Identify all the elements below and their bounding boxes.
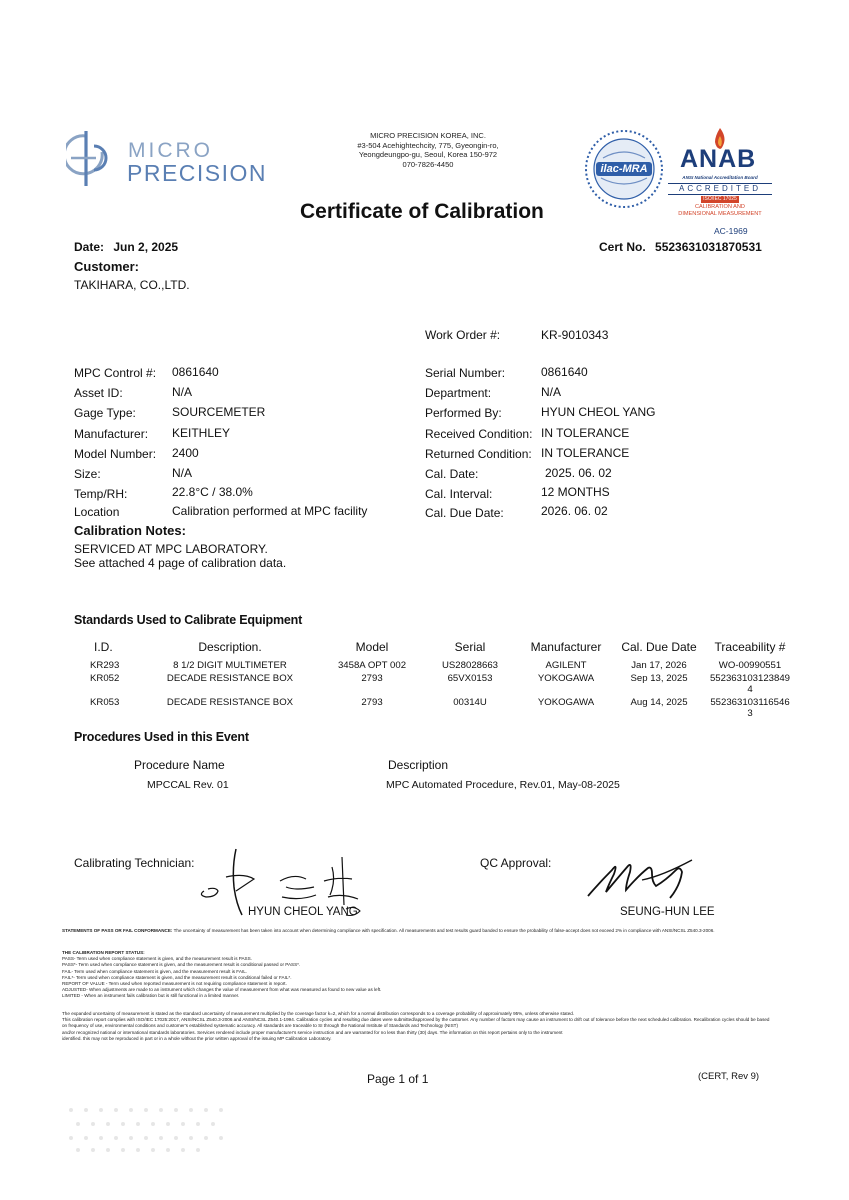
field-label-department: Department: xyxy=(425,386,492,400)
scope-line2: DIMENSIONAL MEASUREMENT xyxy=(678,211,762,217)
company-address xyxy=(318,131,538,169)
conformance-statement xyxy=(62,928,770,934)
col-header-description: Description. xyxy=(198,640,262,654)
cell-id: KR052 xyxy=(90,673,120,684)
report-status-block xyxy=(62,950,770,1000)
col-header-cal-due-date: Cal. Due Date xyxy=(621,640,697,654)
col-header-model: Model xyxy=(355,640,389,654)
standards-header-row xyxy=(74,640,796,660)
traceability-line2: 3 xyxy=(747,708,753,719)
company-logo xyxy=(66,128,266,190)
qc-approval-label: QC Approval: xyxy=(480,856,552,870)
table-row xyxy=(74,673,796,697)
notes-line1: SERVICED AT MPC LABORATORY. xyxy=(74,542,268,556)
accredited-bar: ACCREDITED xyxy=(668,183,772,195)
certificate-title: Certificate of Calibration xyxy=(300,200,544,223)
status-line-pass: PASS- Term used when compliance statement is given, and the measurement result is PASS. xyxy=(62,956,252,962)
cell-model: 2793 xyxy=(361,673,383,684)
cert-label: Cert No. xyxy=(599,240,646,254)
status-line-pass-conditional: PASS*- Term used when compliance statement is given, and the measurement result is conditional passed or PASS*. xyxy=(62,962,301,968)
customer-label: Customer: xyxy=(74,259,140,274)
status-line-adjusted: ADJUSTED- When adjustments are made to an instrument which changes the value of measurement from what was measured as found to new value as left. xyxy=(62,987,382,993)
field-label-gage-type: Gage Type: xyxy=(74,406,136,420)
status-line-limited: LIMITED - When an instrument fails calibration but is still functional in a limited manner. xyxy=(62,993,240,999)
cell-id: KR293 xyxy=(90,660,120,671)
ilac-text: ilac-MRA xyxy=(600,163,648,175)
cell-model: 2793 xyxy=(361,697,383,708)
uncertainty-line3: and/or recognized national or international standards laboratories. Services rendered include proper manufacturer's service instruction and are warranted for no less than thirty (30) days. The information on this report pertains only to the instrument xyxy=(62,1029,563,1035)
date-value: Jun 2, 2025 xyxy=(113,240,179,254)
col-header-serial: Serial xyxy=(454,640,486,654)
cell-serial: 00314U xyxy=(453,697,487,708)
field-value-department: N/A xyxy=(541,385,562,399)
procedures-heading: Procedures Used in this Event xyxy=(74,730,249,744)
address-line1: #3-504 Acehightechcity, 775, Gyeongin-ro, xyxy=(357,140,499,150)
field-label-received-condition: Received Condition: xyxy=(425,427,533,441)
traceability-line2: 4 xyxy=(747,684,753,695)
qc-name: SEUNG-HUN LEE xyxy=(620,906,715,918)
field-value-location: Calibration performed at MPC facility xyxy=(172,504,368,518)
field-value-mpc-control: 0861640 xyxy=(172,365,219,379)
field-label-location: Location xyxy=(74,505,120,519)
uncertainty-statement xyxy=(62,1011,770,1042)
field-value-cal-interval: 12 MONTHS xyxy=(541,485,610,499)
traceability-line1: 552363103123849 xyxy=(709,673,791,684)
watermark-pattern-icon xyxy=(66,1104,236,1154)
field-label-mpc-control: MPC Control #: xyxy=(74,366,157,380)
cell-description: 8 1/2 DIGIT MULTIMETER xyxy=(173,660,287,671)
cell-manufacturer: AGILENT xyxy=(545,660,587,671)
standards-heading: Standards Used to Calibrate Equipment xyxy=(74,613,303,627)
anab-logo-text: ANAB xyxy=(680,145,757,173)
cell-manufacturer: YOKOGAWA xyxy=(537,697,595,708)
uncertainty-line1: The expanded uncertainty of measurement is stated as the standard uncertainty of measurement multiplied by the coverage factor k=2, which for a normal distribution corresponds to a coverage probability of approximately 95%, unless otherwise stated. xyxy=(62,1011,575,1016)
field-value-model-number: 2400 xyxy=(172,446,199,460)
field-label-performed-by: Performed By: xyxy=(425,406,502,420)
field-value-size: N/A xyxy=(172,466,193,480)
iso-standard-badge: ISO/IEC 17025 xyxy=(701,196,739,203)
col-header-id: I.D. xyxy=(94,640,113,654)
field-value-gage-type: SOURCEMETER xyxy=(172,405,266,419)
cell-description: DECADE RESISTANCE BOX xyxy=(166,673,294,684)
cell-traceability xyxy=(704,697,796,721)
notes-label: Calibration Notes: xyxy=(74,523,186,538)
company-name: MICRO PRECISION KOREA, INC. xyxy=(370,131,486,140)
technician-label: Calibrating Technician: xyxy=(74,856,195,870)
status-line-fail: FAIL- Term used when compliance statement is given, and the measurement result is FAIL. xyxy=(62,968,248,974)
field-value-cal-date: 2025. 06. 02 xyxy=(545,466,612,480)
cell-description: DECADE RESISTANCE BOX xyxy=(166,697,294,708)
cell-cal-due-date: Aug 14, 2025 xyxy=(630,697,688,708)
field-value-temp-rh: 22.8°C / 38.0% xyxy=(172,485,253,499)
uncertainty-line2: This calibration report complies with ISO/IEC 17025:2017, ANSI/NCSL Z540.3-2006 and ANSI/NCSL Z540.1-1994. Calibration cycles and resulting due dates were submitted/approved by the customer. Any number of factors may cause an instrument to drift out of tolerance before the next scheduled calibration. Recalibration cycles should be based on frequency of use, environmental conditions and customer's established systematic accuracy. All standards are traceable to SI through the National Institute of Standards and Technology (NIST) xyxy=(62,1017,770,1029)
cell-serial: US28028663 xyxy=(441,660,498,671)
status-line-fail-conditional: FAIL*- Term used when compliance statement is given, and the measurement result is conditional failed or FAIL*. xyxy=(62,974,292,980)
procedure-description-value: MPC Automated Procedure, Rev.01, May-08-2025 xyxy=(386,779,620,791)
address-line2: Yeongdeungpo-gu, Seoul, Korea 150-972 xyxy=(358,150,498,159)
cell-id: KR053 xyxy=(90,697,120,708)
field-value-returned-condition: IN TOLERANCE xyxy=(541,446,630,460)
field-value-manufacturer: KEITHLEY xyxy=(172,426,231,440)
procedure-name-value: MPCCAL Rev. 01 xyxy=(147,779,229,791)
cell-traceability xyxy=(704,673,796,697)
field-value-cal-due-date: 2026. 06. 02 xyxy=(541,504,608,518)
company-phone: 070-7826-4450 xyxy=(402,159,454,169)
field-label-model-number: Model Number: xyxy=(74,447,157,461)
field-label-asset-id: Asset ID: xyxy=(74,386,123,400)
traceability-line1: 552363103116546 xyxy=(710,697,790,708)
uncertainty-line4: identified. this may not be reproduced in part or in a whole without the prior written approval of the issuing MP Calibration Laboratory. xyxy=(62,1035,332,1041)
notes-line2: See attached 4 page of calibration data. xyxy=(74,556,287,570)
field-label-size: Size: xyxy=(74,467,101,481)
scope-line1: CALIBRATION AND xyxy=(695,204,745,210)
field-value-performed-by: HYUN CHEOL YANG xyxy=(541,405,656,419)
field-label-cal-date: Cal. Date: xyxy=(425,467,479,481)
procedure-name-header: Procedure Name xyxy=(134,758,225,772)
field-label-returned-condition: Returned Condition: xyxy=(425,447,532,461)
table-row xyxy=(74,697,796,721)
cert-revision: (CERT, Rev 9) xyxy=(698,1071,760,1082)
customer-value: TAKIHARA, CO.,LTD. xyxy=(74,278,190,292)
cell-cal-due-date: Jan 17, 2026 xyxy=(631,660,687,671)
cell-traceability xyxy=(704,660,796,673)
cell-cal-due-date: Sep 13, 2025 xyxy=(630,673,688,684)
table-row xyxy=(74,660,796,673)
field-value-asset-id: N/A xyxy=(172,385,193,399)
field-label-temp-rh: Temp/RH: xyxy=(74,487,128,501)
micro-precision-logo-icon xyxy=(66,128,108,190)
field-label-cal-interval: Cal. Interval: xyxy=(425,487,493,501)
accreditation-code: AC-1969 xyxy=(714,226,748,236)
procedure-description-header: Description xyxy=(388,758,449,772)
field-label-manufacturer: Manufacturer: xyxy=(74,427,149,441)
cert-number-row xyxy=(599,240,762,254)
field-value-received-condition: IN TOLERANCE xyxy=(541,426,630,440)
logo-line1: MICRO xyxy=(128,139,213,162)
standards-table xyxy=(74,640,796,721)
date-label: Date: xyxy=(74,240,105,254)
page-number: Page 1 of 1 xyxy=(367,1072,429,1086)
work-order-value: KR-9010343 xyxy=(541,328,609,342)
field-label-serial-number: Serial Number: xyxy=(425,366,506,380)
cell-serial: 65VX0153 xyxy=(447,673,493,684)
conformance-text: The uncertainty of measurement has been taken into account when determining compliance with specification. All measurements and test results guard banded to ensure the probability of false-accept does not exceed 2% in compliance with ANSI/NCSL Z540.3-2006. xyxy=(173,928,715,933)
col-header-manufacturer: Manufacturer xyxy=(530,640,602,654)
conformance-heading: STATEMENTS OF PASS OR FAIL CONFORMANCE: xyxy=(62,928,173,933)
technician-name: HYUN CHEOL YANG xyxy=(248,906,358,918)
col-header-traceability: Traceability # xyxy=(714,640,786,654)
logo-line2: PRECISION xyxy=(127,160,268,186)
traceability-line1: WO-00990551 xyxy=(718,660,782,671)
field-label-cal-due-date: Cal. Due Date: xyxy=(425,506,504,520)
qc-signature-icon xyxy=(582,852,702,902)
work-order-label: Work Order #: xyxy=(425,328,501,342)
cell-model: 3458A OPT 002 xyxy=(337,660,407,671)
cert-value: 5523631031870531 xyxy=(655,240,762,254)
anab-board-text: ANSI National Accreditation Board xyxy=(682,175,758,180)
status-heading: THE CALIBRATION REPORT STATUS: xyxy=(62,950,145,955)
field-value-serial-number: 0861640 xyxy=(541,365,588,379)
ilac-mra-seal xyxy=(583,128,665,210)
cell-manufacturer: YOKOGAWA xyxy=(537,673,595,684)
status-line-report-of-value: REPORT OF VALUE - Term used when reported measurement is not requiring compliance statement in report. xyxy=(62,981,287,987)
date-row xyxy=(74,240,178,254)
